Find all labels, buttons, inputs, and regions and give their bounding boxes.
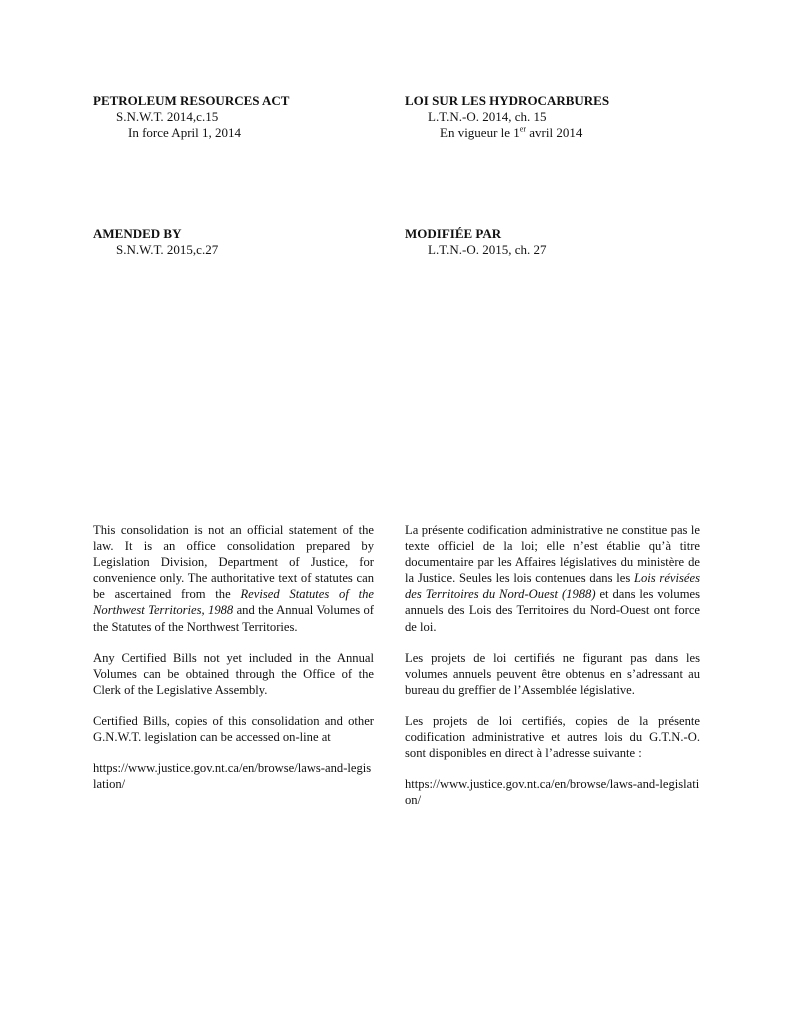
disclaimer-fr bbox=[405, 522, 700, 808]
disclaimer-paragraph-2-en: Any Certified Bills not yet included in the Annual Volumes can be obtained through the Office of the Clerk of the Legislative Assembly. bbox=[93, 650, 374, 697]
amended-block-fr bbox=[405, 226, 700, 258]
disclaimer-paragraph-3-fr: Les projets de loi certifiés, copies de la présente codification administrative et autres lois du G.T.N.-O. sont disponibles en direct à l’adresse suivante : bbox=[405, 713, 700, 761]
disclaimer-1-fr-text: La présente codification administrative ne constitue pas le texte officiel de la loi; elle n’est établie qu’à titre documentaire par les Affaires législatives du ministère de la Justice. Seules les lois contenues dans les bbox=[405, 523, 700, 586]
disclaimer-1-en-italic: Revised Statutes of the Northwest Territories, 1988 bbox=[93, 587, 374, 618]
act-title-en: PETROLEUM RESOURCES ACT bbox=[93, 93, 290, 108]
amended-heading-en: AMENDED BY bbox=[93, 226, 182, 241]
disclaimer-paragraph-3-en: Certified Bills, copies of this consolidation and other G.N.W.T. legislation can be accessed on-line at bbox=[93, 713, 374, 745]
act-title-fr: LOI SUR LES HYDROCARBURES bbox=[405, 93, 610, 108]
disclaimer-en bbox=[93, 522, 374, 792]
disclaimer-1-en-text-end: and the Annual Volumes of the Statutes of the Northwest Territories. bbox=[93, 603, 374, 634]
in-force-fr-text: En vigueur le 1 bbox=[440, 125, 520, 140]
disclaimer-1-en-text: This consolidation is not an official statement of the law. It is an office consolidation prepared by Legislation Division, Department of Justice, for convenience only. The authoritative text of statutes can be ascertained from the bbox=[93, 523, 374, 602]
act-header-fr bbox=[405, 93, 700, 141]
disclaimer-1-fr-text-end: et dans les volumes annuels des Lois des Territoires du Nord-Ouest ont force de loi. bbox=[405, 587, 701, 634]
amended-heading-fr: MODIFIÉE PAR bbox=[405, 226, 502, 241]
act-header-en bbox=[93, 93, 374, 141]
disclaimer-1-fr-italic: Lois révisées des Territoires du Nord-Ouest (1988) bbox=[405, 571, 700, 602]
act-citation-en: S.N.W.T. 2014,c.15 bbox=[116, 109, 219, 124]
in-force-fr bbox=[405, 125, 700, 141]
act-citation-fr: L.T.N.-O. 2014, ch. 15 bbox=[428, 109, 547, 124]
legislation-url-fr[interactable]: https://www.justice.gov.nt.ca/en/browse/laws-and-legislation/ bbox=[405, 777, 700, 808]
in-force-fr-text-end: avril 2014 bbox=[526, 125, 583, 140]
in-force-en: In force April 1, 2014 bbox=[128, 125, 242, 140]
legislation-url-en[interactable]: https://www.justice.gov.nt.ca/en/browse/laws-and-legislation/ bbox=[93, 761, 372, 792]
disclaimer-paragraph-1-fr bbox=[405, 522, 700, 635]
amended-block-en bbox=[93, 226, 374, 258]
amended-citation-en: S.N.W.T. 2015,c.27 bbox=[116, 242, 219, 257]
amended-citation-fr: L.T.N.-O. 2015, ch. 27 bbox=[428, 242, 547, 257]
disclaimer-paragraph-1-en bbox=[93, 522, 374, 635]
in-force-fr-superscript: er bbox=[519, 124, 527, 134]
disclaimer-paragraph-2-fr: Les projets de loi certifiés ne figurant pas dans les volumes annuels peuvent être obtenus en s’adressant au bureau du greffier de l’Assemblée législative. bbox=[405, 650, 700, 697]
